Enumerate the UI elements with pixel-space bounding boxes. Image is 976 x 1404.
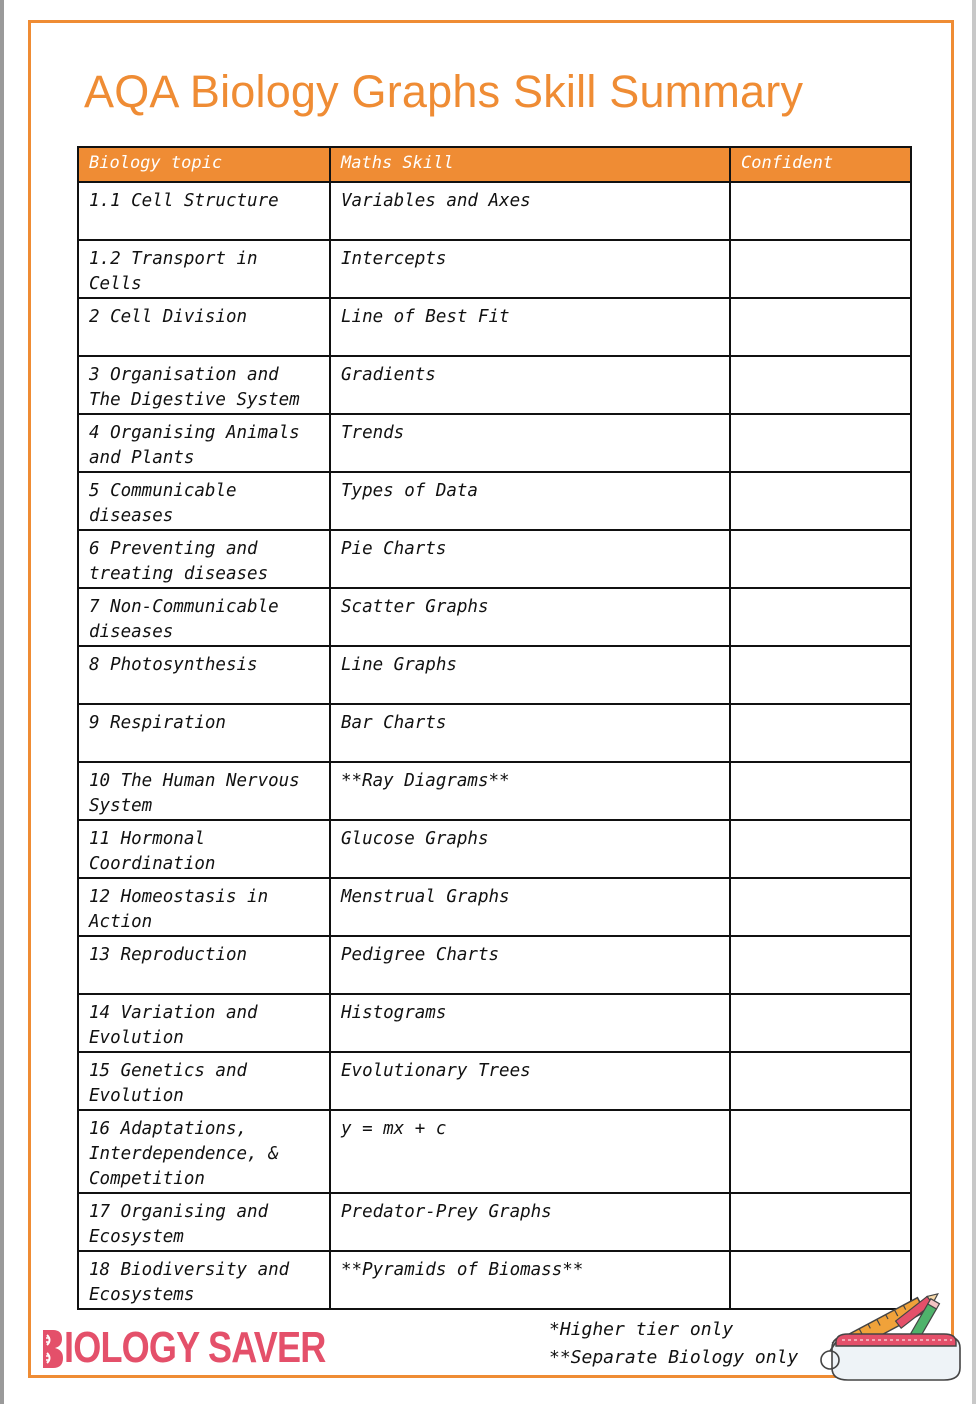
table-row xyxy=(78,1110,911,1193)
header-maths-skill: Maths Skill xyxy=(330,147,730,182)
confident-cell[interactable] xyxy=(730,530,911,588)
page-edge-right xyxy=(972,0,976,1404)
table-row xyxy=(78,1052,911,1110)
skill-cell: y = mx + c xyxy=(330,1110,730,1193)
topic-cell: 1.1 Cell Structure xyxy=(78,182,330,240)
skill-cell: Evolutionary Trees xyxy=(330,1052,730,1110)
table-row xyxy=(78,994,911,1052)
table-row xyxy=(78,472,911,530)
table-row xyxy=(78,936,911,994)
topic-cell: 5 Communicable diseases xyxy=(78,472,330,530)
confident-cell[interactable] xyxy=(730,1110,911,1193)
table-row xyxy=(78,530,911,588)
topic-cell: 18 Biodiversity and Ecosystems xyxy=(78,1251,330,1309)
confident-cell[interactable] xyxy=(730,878,911,936)
table-row xyxy=(78,1193,911,1251)
topic-cell: 6 Preventing and treating diseases xyxy=(78,530,330,588)
topic-cell: 15 Genetics and Evolution xyxy=(78,1052,330,1110)
topic-cell: 9 Respiration xyxy=(78,704,330,762)
topic-cell: 12 Homeostasis in Action xyxy=(78,878,330,936)
skill-cell: Gradients xyxy=(330,356,730,414)
footnote-higher-tier: *Higher tier only xyxy=(549,1319,734,1340)
table-row xyxy=(78,240,911,298)
skill-cell: Variables and Axes xyxy=(330,182,730,240)
table-row xyxy=(78,1251,911,1309)
topic-cell: 1.2 Transport in Cells xyxy=(78,240,330,298)
confident-cell[interactable] xyxy=(730,182,911,240)
page-title: AQA Biology Graphs Skill Summary xyxy=(84,66,804,117)
skill-cell: **Ray Diagrams** xyxy=(330,762,730,820)
confident-cell[interactable] xyxy=(730,240,911,298)
skill-cell: **Pyramids of Biomass** xyxy=(330,1251,730,1309)
topic-cell: 13 Reproduction xyxy=(78,936,330,994)
header-biology-topic: Biology topic xyxy=(78,147,330,182)
skill-cell: Intercepts xyxy=(330,240,730,298)
skill-cell: Line Graphs xyxy=(330,646,730,704)
skill-cell: Histograms xyxy=(330,994,730,1052)
topic-cell: 17 Organising and Ecosystem xyxy=(78,1193,330,1251)
topic-cell: 16 Adaptations, Interdependence, & Competition xyxy=(78,1110,330,1193)
biology-saver-logo xyxy=(40,1324,383,1372)
skill-cell: Pie Charts xyxy=(330,530,730,588)
skill-cell: Pedigree Charts xyxy=(330,936,730,994)
skill-cell: Predator-Prey Graphs xyxy=(330,1193,730,1251)
confident-cell[interactable] xyxy=(730,646,911,704)
table-row xyxy=(78,762,911,820)
topic-cell: 8 Photosynthesis xyxy=(78,646,330,704)
skill-cell: Line of Best Fit xyxy=(330,298,730,356)
confident-cell[interactable] xyxy=(730,298,911,356)
confident-cell[interactable] xyxy=(730,414,911,472)
table-row xyxy=(78,298,911,356)
skill-cell: Glucose Graphs xyxy=(330,820,730,878)
confident-cell[interactable] xyxy=(730,1193,911,1251)
table-row xyxy=(78,182,911,240)
brand-name: IOLOGY SAVER xyxy=(64,1323,326,1372)
confident-cell[interactable] xyxy=(730,1052,911,1110)
table-row xyxy=(78,646,911,704)
confident-cell[interactable] xyxy=(730,820,911,878)
skill-cell: Scatter Graphs xyxy=(330,588,730,646)
topic-cell: 2 Cell Division xyxy=(78,298,330,356)
table-row xyxy=(78,820,911,878)
confident-cell[interactable] xyxy=(730,762,911,820)
confident-cell[interactable] xyxy=(730,994,911,1052)
pencil-case-icon xyxy=(818,1290,966,1384)
confident-cell[interactable] xyxy=(730,356,911,414)
confident-cell[interactable] xyxy=(730,704,911,762)
table-header-row xyxy=(78,147,911,182)
skill-cell: Types of Data xyxy=(330,472,730,530)
skill-cell: Trends xyxy=(330,414,730,472)
confident-cell[interactable] xyxy=(730,588,911,646)
topic-cell: 10 The Human Nervous System xyxy=(78,762,330,820)
topic-cell: 11 Hormonal Coordination xyxy=(78,820,330,878)
skills-table xyxy=(77,146,912,1310)
confident-cell[interactable] xyxy=(730,936,911,994)
table-row xyxy=(78,414,911,472)
topic-cell: 14 Variation and Evolution xyxy=(78,994,330,1052)
table-row xyxy=(78,704,911,762)
table-row xyxy=(78,878,911,936)
topic-cell: 4 Organising Animals and Plants xyxy=(78,414,330,472)
page-edge xyxy=(0,0,4,1404)
header-confident: Confident xyxy=(730,147,911,182)
dna-b-logo-icon xyxy=(40,1326,64,1370)
skill-cell: Bar Charts xyxy=(330,704,730,762)
topic-cell: 7 Non-Communicable diseases xyxy=(78,588,330,646)
topic-cell: 3 Organisation and The Digestive System xyxy=(78,356,330,414)
footnote-separate-biology: **Separate Biology only xyxy=(549,1347,799,1368)
table-row xyxy=(78,588,911,646)
confident-cell[interactable] xyxy=(730,472,911,530)
footnotes xyxy=(549,1316,798,1372)
skill-cell: Menstrual Graphs xyxy=(330,878,730,936)
table-row xyxy=(78,356,911,414)
